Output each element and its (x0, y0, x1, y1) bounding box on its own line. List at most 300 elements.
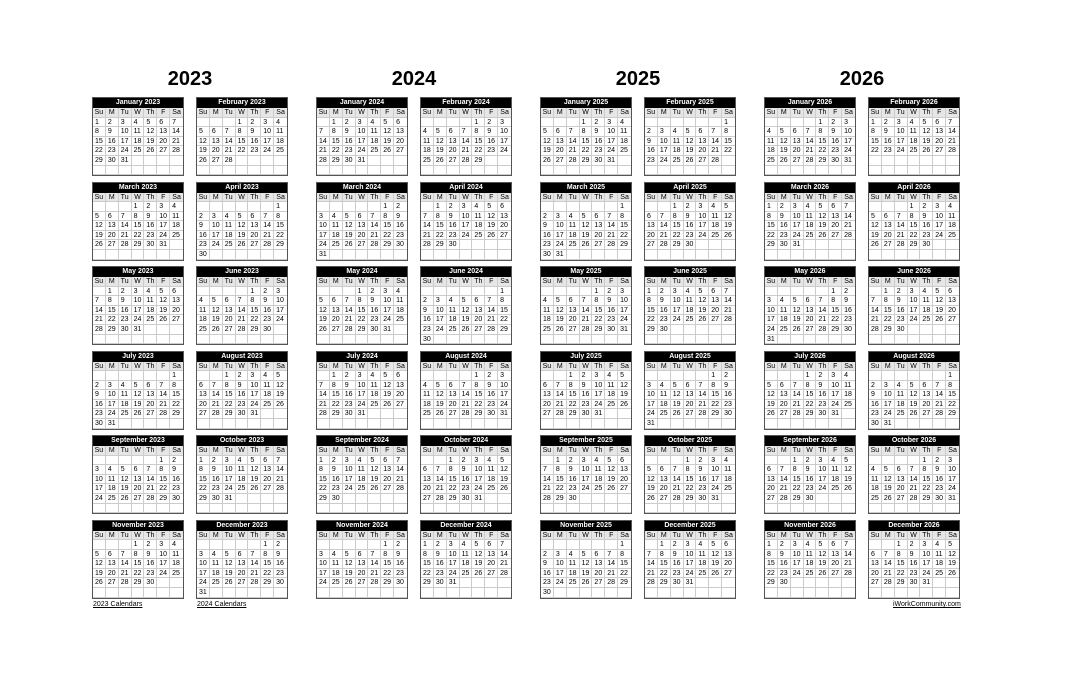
day-cell: 19 (381, 390, 394, 400)
weekday-label: M (778, 193, 791, 203)
weekday-label: W (684, 531, 697, 541)
day-cell (274, 409, 287, 419)
day-cell: 1 (197, 456, 210, 466)
day-cell (869, 287, 882, 297)
weekday-label: Sa (394, 446, 407, 456)
day-cell (722, 156, 735, 166)
day-cell (592, 540, 605, 550)
month-may-2026 (764, 266, 856, 345)
day-cell: 2 (804, 456, 817, 466)
day-cell: 28 (223, 156, 236, 166)
day-cell: 14 (368, 559, 381, 569)
day-cell: 10 (605, 127, 618, 137)
day-cell: 31 (765, 335, 778, 345)
day-cell: 4 (368, 371, 381, 381)
day-cell: 17 (248, 390, 261, 400)
day-cell (946, 166, 959, 176)
day-cell: 9 (460, 465, 473, 475)
day-cell: 2 (119, 287, 132, 297)
day-cell: 6 (791, 127, 804, 137)
day-cell: 18 (421, 400, 434, 410)
day-cell: 19 (709, 559, 722, 569)
day-cell: 5 (842, 456, 855, 466)
day-cell (223, 202, 236, 212)
day-cell: 16 (658, 306, 671, 316)
day-cell (920, 588, 933, 598)
day-cell: 10 (132, 296, 145, 306)
day-cell: 9 (804, 465, 817, 475)
day-cell (485, 287, 498, 297)
day-cell: 28 (778, 494, 791, 504)
day-cell (541, 504, 554, 514)
day-cell: 26 (778, 156, 791, 166)
weekday-label: F (261, 531, 274, 541)
day-cell: 14 (869, 306, 882, 316)
day-cell: 12 (157, 296, 170, 306)
weekday-label: Sa (618, 277, 631, 287)
day-cell: 31 (119, 156, 132, 166)
weekday-label: F (485, 446, 498, 456)
day-cell (498, 335, 511, 345)
day-cell (197, 371, 210, 381)
day-cell: 4 (618, 118, 631, 128)
day-cell: 9 (778, 550, 791, 560)
day-cell: 22 (274, 231, 287, 241)
day-cell: 16 (592, 137, 605, 147)
day-cell: 13 (645, 221, 658, 231)
weekday-label: M (554, 362, 567, 372)
day-cell: 13 (447, 137, 460, 147)
day-cell: 21 (645, 569, 658, 579)
day-cell (920, 335, 933, 345)
day-cell (684, 325, 697, 335)
day-cell (472, 504, 485, 514)
weekday-label: Tu (567, 362, 580, 372)
day-cell: 7 (946, 118, 959, 128)
month-march-2023 (92, 182, 184, 261)
day-cell: 20 (592, 569, 605, 579)
day-cell (592, 335, 605, 345)
day-cell (157, 419, 170, 429)
day-cell: 24 (882, 409, 895, 419)
day-cell: 8 (248, 296, 261, 306)
day-cell (554, 588, 567, 598)
day-cell: 21 (343, 315, 356, 325)
day-cell: 19 (816, 559, 829, 569)
weekday-label: W (460, 108, 473, 118)
weekday-label: F (605, 446, 618, 456)
day-cell (317, 540, 330, 550)
day-cell (920, 419, 933, 429)
day-cell: 23 (119, 315, 132, 325)
day-cell: 6 (592, 212, 605, 222)
day-cell (485, 588, 498, 598)
weekday-label: W (132, 362, 145, 372)
day-cell: 6 (684, 381, 697, 391)
day-cell: 13 (144, 390, 157, 400)
day-cell: 6 (567, 296, 580, 306)
month-header: May 2025 (541, 267, 631, 277)
day-cell: 7 (842, 540, 855, 550)
weekday-label: M (658, 446, 671, 456)
day-cell: 10 (248, 381, 261, 391)
day-cell: 19 (210, 315, 223, 325)
day-cell: 22 (261, 569, 274, 579)
weekday-label: Su (421, 108, 434, 118)
day-cell: 28 (658, 240, 671, 250)
day-cell: 7 (460, 127, 473, 137)
day-cell: 14 (895, 221, 908, 231)
day-cell: 8 (472, 127, 485, 137)
weekday-label: Tu (567, 277, 580, 287)
day-cell: 6 (895, 465, 908, 475)
weekday-label: W (684, 108, 697, 118)
day-cell (210, 250, 223, 260)
day-cell (210, 540, 223, 550)
day-cell: 21 (933, 400, 946, 410)
day-cell: 26 (908, 409, 921, 419)
day-cell: 14 (791, 390, 804, 400)
day-cell: 25 (236, 484, 249, 494)
day-cell: 24 (605, 146, 618, 156)
day-cell: 30 (119, 325, 132, 335)
day-cell: 21 (434, 484, 447, 494)
day-cell: 31 (605, 156, 618, 166)
day-cell: 17 (765, 315, 778, 325)
day-cell: 7 (485, 296, 498, 306)
month-june-2026 (868, 266, 960, 345)
day-cell: 13 (541, 390, 554, 400)
link-2023-calendars[interactable]: 2023 Calendars (93, 601, 143, 608)
day-cell: 5 (722, 202, 735, 212)
day-cell: 18 (197, 315, 210, 325)
weekday-label: M (330, 193, 343, 203)
day-cell: 10 (343, 465, 356, 475)
day-cell (394, 250, 407, 260)
day-cell: 2 (170, 456, 183, 466)
weekday-label: Su (869, 446, 882, 456)
day-cell: 14 (696, 390, 709, 400)
day-cell: 29 (170, 409, 183, 419)
weekday-label: Tu (447, 446, 460, 456)
day-cell: 24 (274, 315, 287, 325)
day-cell: 23 (592, 146, 605, 156)
site-link[interactable]: iWorkCommunity.com (893, 601, 961, 608)
day-cell (709, 240, 722, 250)
day-cell: 1 (618, 202, 631, 212)
day-cell: 3 (93, 465, 106, 475)
day-cell (580, 250, 593, 260)
day-cell: 21 (317, 400, 330, 410)
day-cell: 15 (920, 475, 933, 485)
day-cell: 19 (908, 400, 921, 410)
day-cell: 15 (93, 137, 106, 147)
day-cell: 24 (106, 409, 119, 419)
day-cell: 18 (946, 221, 959, 231)
day-cell: 6 (618, 456, 631, 466)
day-cell (248, 540, 261, 550)
day-cell (778, 118, 791, 128)
day-cell: 20 (882, 231, 895, 241)
day-cell: 18 (804, 559, 817, 569)
day-cell: 16 (869, 400, 882, 410)
day-cell: 10 (119, 127, 132, 137)
month-april-2023 (196, 182, 288, 261)
day-cell: 8 (709, 381, 722, 391)
day-cell: 15 (381, 559, 394, 569)
day-cell: 11 (472, 212, 485, 222)
weekday-label: W (908, 108, 921, 118)
weekday-label: W (580, 277, 593, 287)
day-cell: 18 (356, 475, 369, 485)
month-header: October 2024 (421, 436, 511, 446)
day-cell: 30 (144, 240, 157, 250)
day-cell: 8 (421, 550, 434, 560)
weekday-label: Su (869, 108, 882, 118)
day-cell: 26 (460, 325, 473, 335)
day-cell (778, 166, 791, 176)
day-cell: 14 (908, 475, 921, 485)
day-cell: 14 (170, 127, 183, 137)
day-cell: 16 (605, 306, 618, 316)
day-cell (791, 287, 804, 297)
day-cell: 19 (580, 569, 593, 579)
day-cell: 8 (197, 465, 210, 475)
day-cell (394, 325, 407, 335)
day-cell: 20 (696, 146, 709, 156)
day-cell: 16 (882, 137, 895, 147)
day-cell: 25 (778, 325, 791, 335)
day-cell: 18 (709, 221, 722, 231)
day-cell: 13 (946, 296, 959, 306)
day-cell: 7 (317, 127, 330, 137)
day-cell: 30 (722, 409, 735, 419)
day-cell: 19 (343, 231, 356, 241)
day-cell: 31 (842, 156, 855, 166)
day-cell: 6 (498, 202, 511, 212)
day-cell: 21 (842, 559, 855, 569)
day-cell (658, 588, 671, 598)
day-cell: 10 (592, 381, 605, 391)
weekday-label: Su (93, 531, 106, 541)
day-cell: 7 (368, 212, 381, 222)
day-cell: 5 (210, 296, 223, 306)
day-cell: 11 (658, 390, 671, 400)
day-cell: 15 (498, 306, 511, 316)
day-cell: 22 (472, 146, 485, 156)
day-cell: 4 (592, 456, 605, 466)
weekday-label: Tu (119, 193, 132, 203)
day-cell (93, 166, 106, 176)
day-cell: 14 (248, 559, 261, 569)
day-cell (645, 202, 658, 212)
day-cell (368, 419, 381, 429)
day-cell (197, 335, 210, 345)
day-cell: 28 (804, 156, 817, 166)
day-cell: 8 (882, 296, 895, 306)
day-cell: 24 (343, 484, 356, 494)
day-cell: 4 (460, 540, 473, 550)
day-cell (933, 240, 946, 250)
day-cell: 6 (447, 381, 460, 391)
day-cell: 26 (274, 400, 287, 410)
weekday-label: M (106, 277, 119, 287)
weekday-label: Th (368, 277, 381, 287)
day-cell: 16 (343, 137, 356, 147)
weekday-label: Tu (223, 193, 236, 203)
month-february-2025 (644, 97, 736, 176)
day-cell: 23 (248, 146, 261, 156)
day-cell (381, 494, 394, 504)
day-cell (434, 118, 447, 128)
day-cell: 26 (882, 494, 895, 504)
day-cell (567, 202, 580, 212)
weekday-label: Su (869, 531, 882, 541)
day-cell (197, 504, 210, 514)
weekday-label: M (554, 277, 567, 287)
weekday-label: F (485, 362, 498, 372)
day-cell: 27 (223, 325, 236, 335)
day-cell: 2 (895, 287, 908, 297)
day-cell (119, 419, 132, 429)
day-cell: 3 (554, 550, 567, 560)
day-cell: 4 (765, 127, 778, 137)
day-cell: 24 (554, 578, 567, 588)
day-cell: 6 (248, 212, 261, 222)
day-cell: 3 (645, 381, 658, 391)
day-cell: 10 (842, 127, 855, 137)
month-header: March 2025 (541, 183, 631, 193)
day-cell (132, 371, 145, 381)
day-cell: 13 (791, 137, 804, 147)
day-cell: 10 (554, 221, 567, 231)
day-cell (236, 494, 249, 504)
day-cell (791, 588, 804, 598)
day-cell: 19 (157, 306, 170, 316)
day-cell: 15 (765, 221, 778, 231)
weekday-label: Tu (671, 108, 684, 118)
day-cell: 3 (933, 202, 946, 212)
day-cell: 23 (144, 231, 157, 241)
day-cell (908, 456, 921, 466)
weekday-label: F (485, 277, 498, 287)
weekday-label: Su (421, 193, 434, 203)
month-header: July 2026 (765, 352, 855, 362)
link-2024-calendars[interactable]: 2024 Calendars (197, 601, 247, 608)
day-cell: 25 (472, 231, 485, 241)
month-december-2023 (196, 520, 288, 599)
day-cell: 12 (765, 390, 778, 400)
day-cell: 31 (157, 240, 170, 250)
day-cell: 11 (170, 550, 183, 560)
day-cell: 9 (144, 550, 157, 560)
day-cell: 1 (645, 287, 658, 297)
day-cell: 15 (684, 475, 697, 485)
day-cell (816, 588, 829, 598)
day-cell (645, 118, 658, 128)
weekday-label: M (658, 108, 671, 118)
day-cell: 23 (485, 400, 498, 410)
day-cell: 4 (778, 296, 791, 306)
day-cell: 22 (421, 569, 434, 579)
weekday-label: M (434, 531, 447, 541)
day-cell (722, 419, 735, 429)
day-cell: 31 (248, 409, 261, 419)
day-cell (605, 250, 618, 260)
day-cell: 16 (106, 137, 119, 147)
day-cell (946, 250, 959, 260)
day-cell (618, 494, 631, 504)
weekday-label: M (658, 531, 671, 541)
day-cell: 13 (829, 212, 842, 222)
day-cell: 9 (829, 127, 842, 137)
day-cell: 23 (170, 484, 183, 494)
weekday-label: Su (541, 446, 554, 456)
month-november-2025 (540, 520, 632, 599)
day-cell: 2 (778, 202, 791, 212)
day-cell: 5 (541, 127, 554, 137)
day-cell: 5 (580, 550, 593, 560)
day-cell: 24 (261, 146, 274, 156)
day-cell: 11 (106, 475, 119, 485)
day-cell: 23 (829, 146, 842, 156)
day-cell: 16 (210, 475, 223, 485)
day-cell: 18 (170, 221, 183, 231)
weekday-label: Su (645, 277, 658, 287)
day-cell: 4 (804, 202, 817, 212)
day-cell: 21 (460, 400, 473, 410)
day-cell (460, 166, 473, 176)
day-cell (197, 540, 210, 550)
day-cell: 8 (920, 465, 933, 475)
day-cell: 15 (157, 475, 170, 485)
day-cell: 26 (541, 156, 554, 166)
day-cell: 4 (658, 381, 671, 391)
day-cell: 11 (394, 296, 407, 306)
day-cell (933, 250, 946, 260)
day-cell (804, 166, 817, 176)
day-cell: 12 (498, 465, 511, 475)
day-cell (816, 166, 829, 176)
day-cell (778, 504, 791, 514)
day-cell: 26 (722, 231, 735, 241)
weekday-label: M (434, 362, 447, 372)
day-cell: 10 (197, 559, 210, 569)
day-cell: 11 (804, 550, 817, 560)
day-cell: 23 (804, 484, 817, 494)
weekday-label: Sa (722, 193, 735, 203)
day-cell (829, 250, 842, 260)
day-cell: 10 (460, 212, 473, 222)
weekday-label: Tu (447, 531, 460, 541)
day-cell (106, 202, 119, 212)
day-cell: 27 (472, 325, 485, 335)
day-cell: 2 (778, 540, 791, 550)
day-cell: 22 (804, 400, 817, 410)
weekday-label: Sa (274, 193, 287, 203)
day-cell (580, 588, 593, 598)
day-cell: 16 (778, 559, 791, 569)
day-cell: 11 (330, 221, 343, 231)
day-cell: 2 (658, 287, 671, 297)
day-cell: 11 (804, 212, 817, 222)
weekday-label: M (434, 446, 447, 456)
day-cell: 18 (765, 146, 778, 156)
day-cell: 10 (261, 127, 274, 137)
day-cell: 4 (671, 127, 684, 137)
day-cell (330, 335, 343, 345)
day-cell: 3 (498, 118, 511, 128)
